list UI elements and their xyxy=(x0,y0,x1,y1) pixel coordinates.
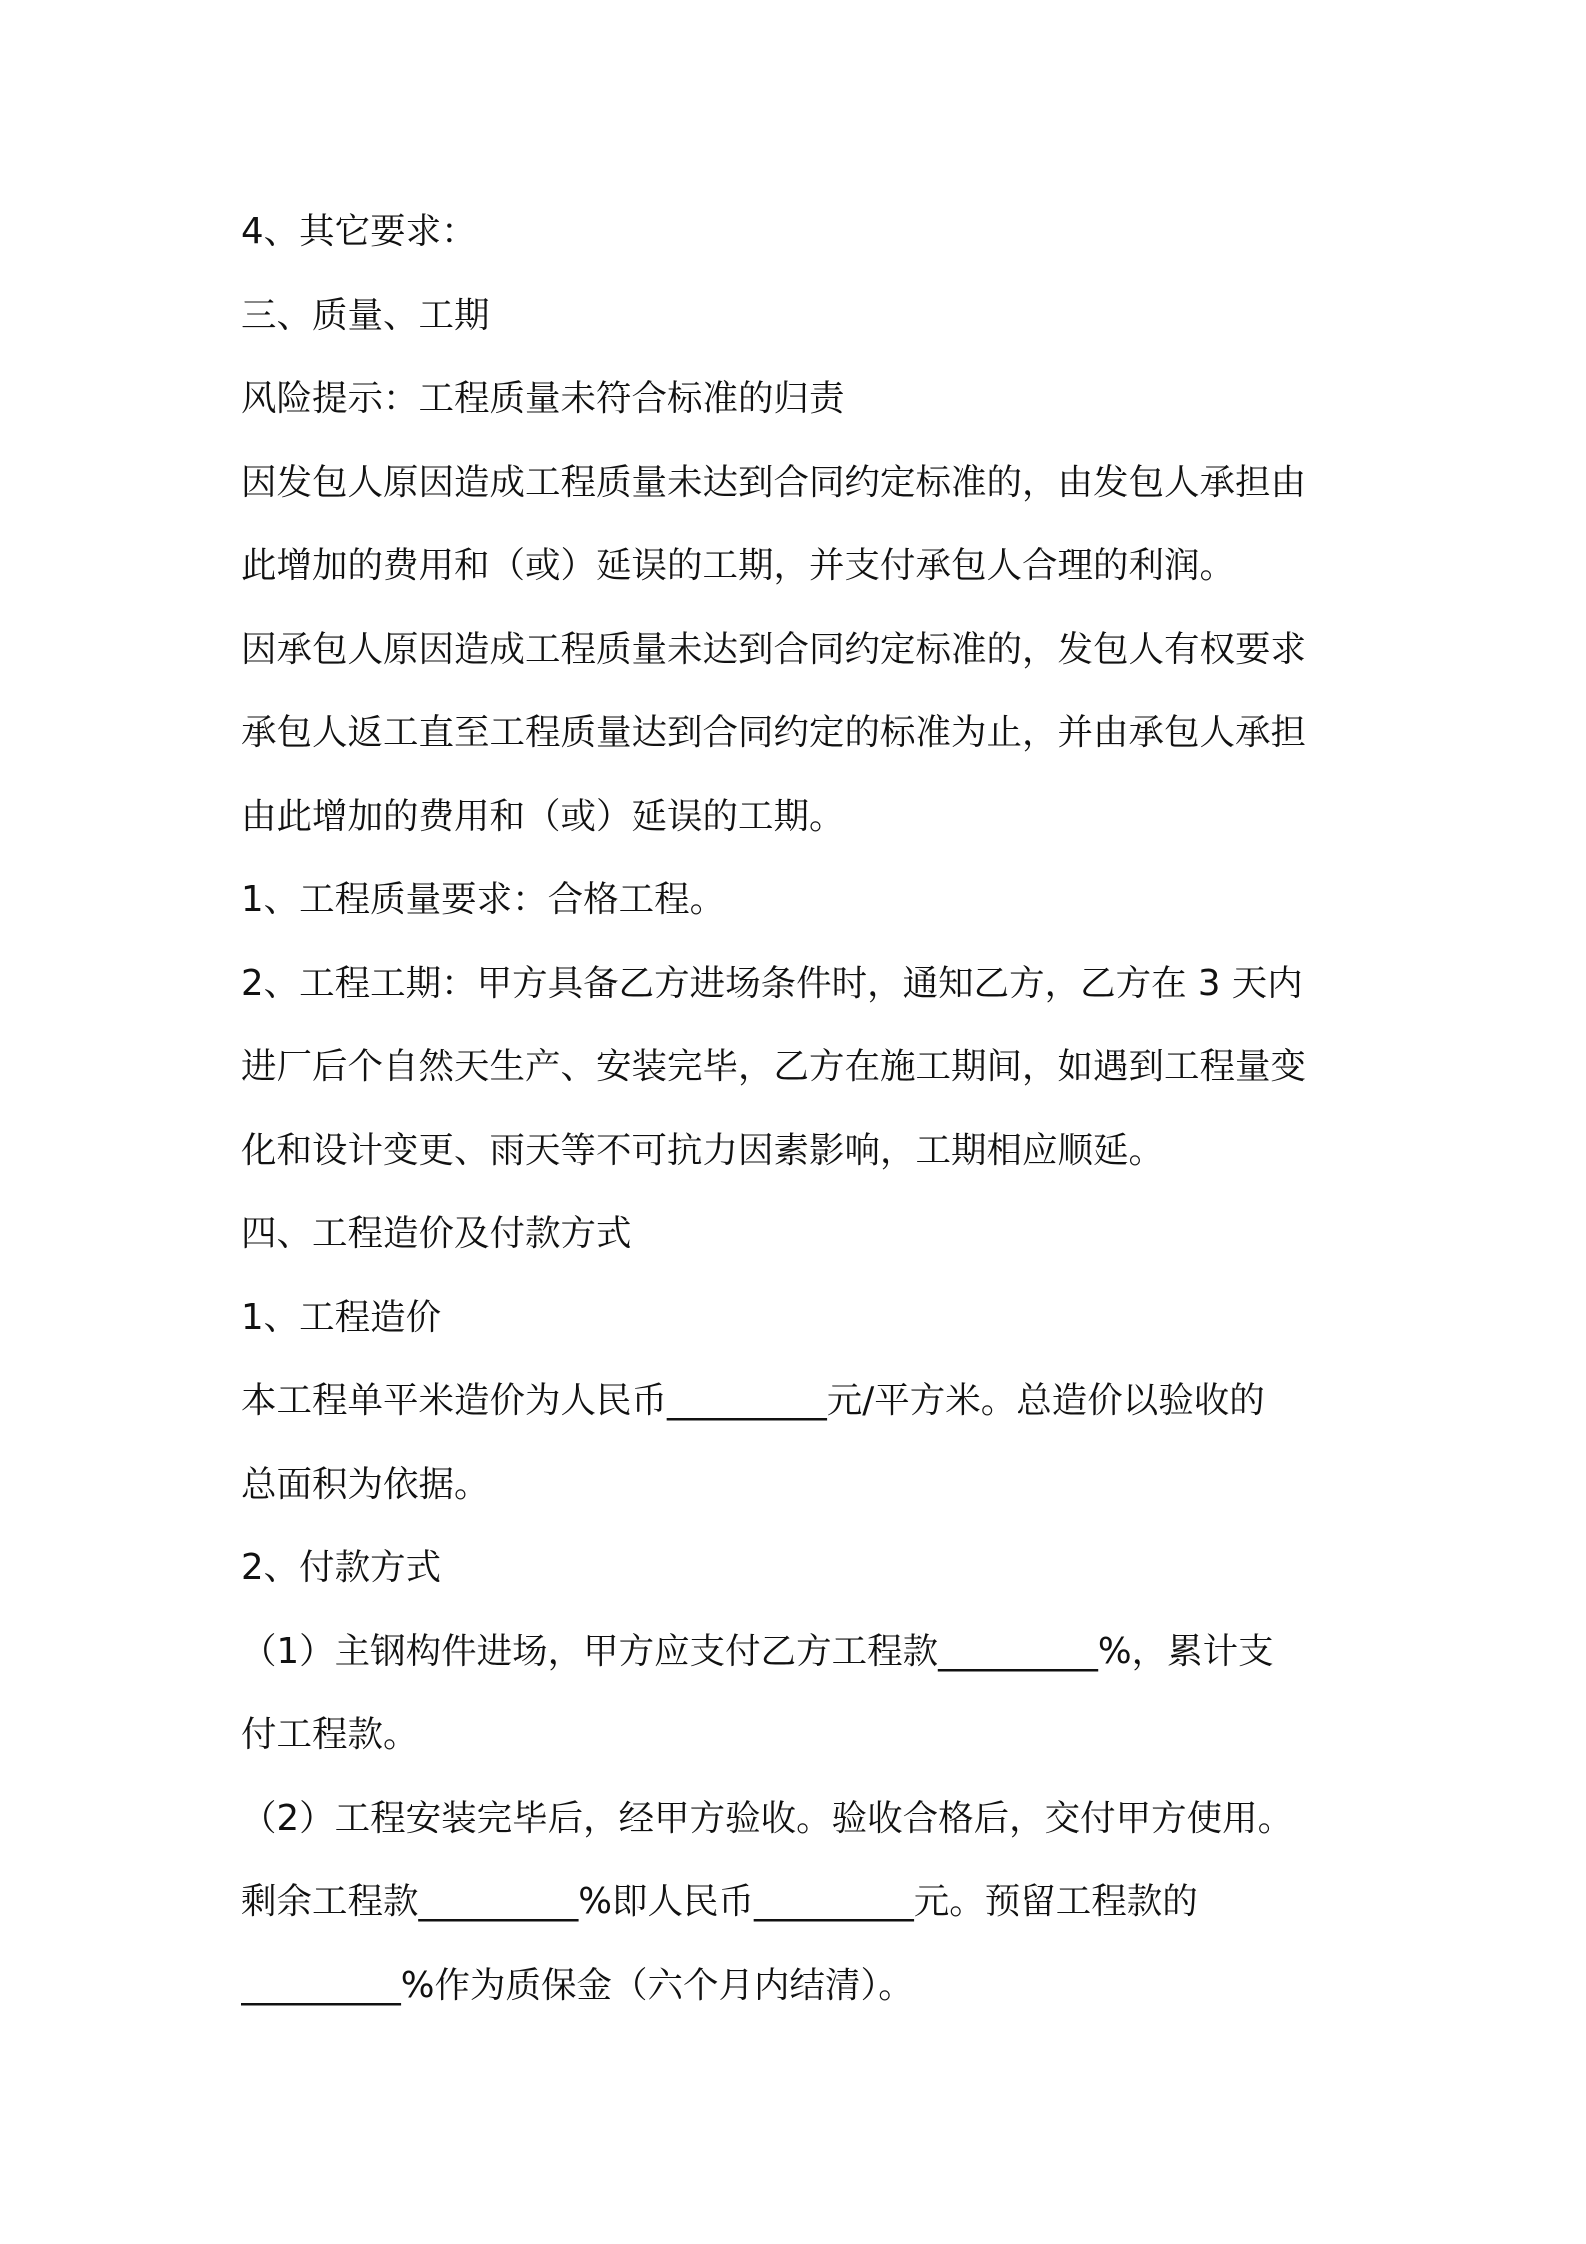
payment-clause-1-line-2: 付工程款。 xyxy=(241,1714,419,1755)
item-construction-period-line-1: 2、工程工期：甲方具备乙方进场条件时，通知乙方，乙方在 3 天内 xyxy=(241,962,1303,1004)
item-quality-requirement: 1、工程质量要求：合格工程。 xyxy=(241,879,726,920)
item-construction-period-line-2: 进厂后个自然天生产、安装完毕，乙方在施工期间，如遇到工程量变 xyxy=(241,1046,1307,1087)
paragraph-employer-fault-line-2: 此增加的费用和（或）延误的工期，并支付承包人合理的利润。 xyxy=(241,545,1236,586)
section-heading-cost-payment: 四、工程造价及付款方式 xyxy=(241,1213,632,1254)
section-heading-quality-schedule: 三、质量、工期 xyxy=(241,294,490,336)
item-other-requirements: 4、其它要求： xyxy=(241,211,477,252)
paragraph-contractor-fault-line-3: 由此增加的费用和（或）延误的工期。 xyxy=(241,795,845,837)
paragraph-contractor-fault-line-2: 承包人返工直至工程质量达到合同约定的标准为止，并由承包人承担 xyxy=(241,712,1307,753)
payment-clause-1-line-1: （1）主钢构件进场，甲方应支付乙方工程款_________%，累计支 xyxy=(241,1630,1274,1672)
item-project-cost: 1、工程造价 xyxy=(241,1296,442,1338)
paragraph-employer-fault-line-1: 因发包人原因造成工程质量未达到合同约定标准的，由发包人承担由 xyxy=(241,461,1307,503)
item-payment-method: 2、付款方式 xyxy=(241,1547,442,1588)
item-construction-period-line-3: 化和设计变更、雨天等不可抗力因素影响，工期相应顺延。 xyxy=(241,1129,1165,1171)
payment-clause-2-line-1: （2）工程安装完毕后，经甲方验收。验收合格后，交付甲方使用。 xyxy=(241,1797,1294,1839)
paragraph-unit-price-line-1: 本工程单平米造价为人民币_________元/平方米。总造价以验收的 xyxy=(241,1380,1265,1421)
risk-notice-heading: 风险提示：工程质量未符合标准的归责 xyxy=(241,378,845,419)
payment-clause-2-line-3: _________%作为质保金（六个月内结清）。 xyxy=(241,1964,914,2006)
paragraph-unit-price-line-2: 总面积为依据。 xyxy=(241,1463,490,1505)
payment-clause-2-line-2: 剩余工程款_________%即人民币_________元。预留工程款的 xyxy=(241,1881,1198,1922)
paragraph-contractor-fault-line-1: 因承包人原因造成工程质量未达到合同约定标准的，发包人有权要求 xyxy=(241,628,1307,670)
document-body xyxy=(241,190,1361,2027)
